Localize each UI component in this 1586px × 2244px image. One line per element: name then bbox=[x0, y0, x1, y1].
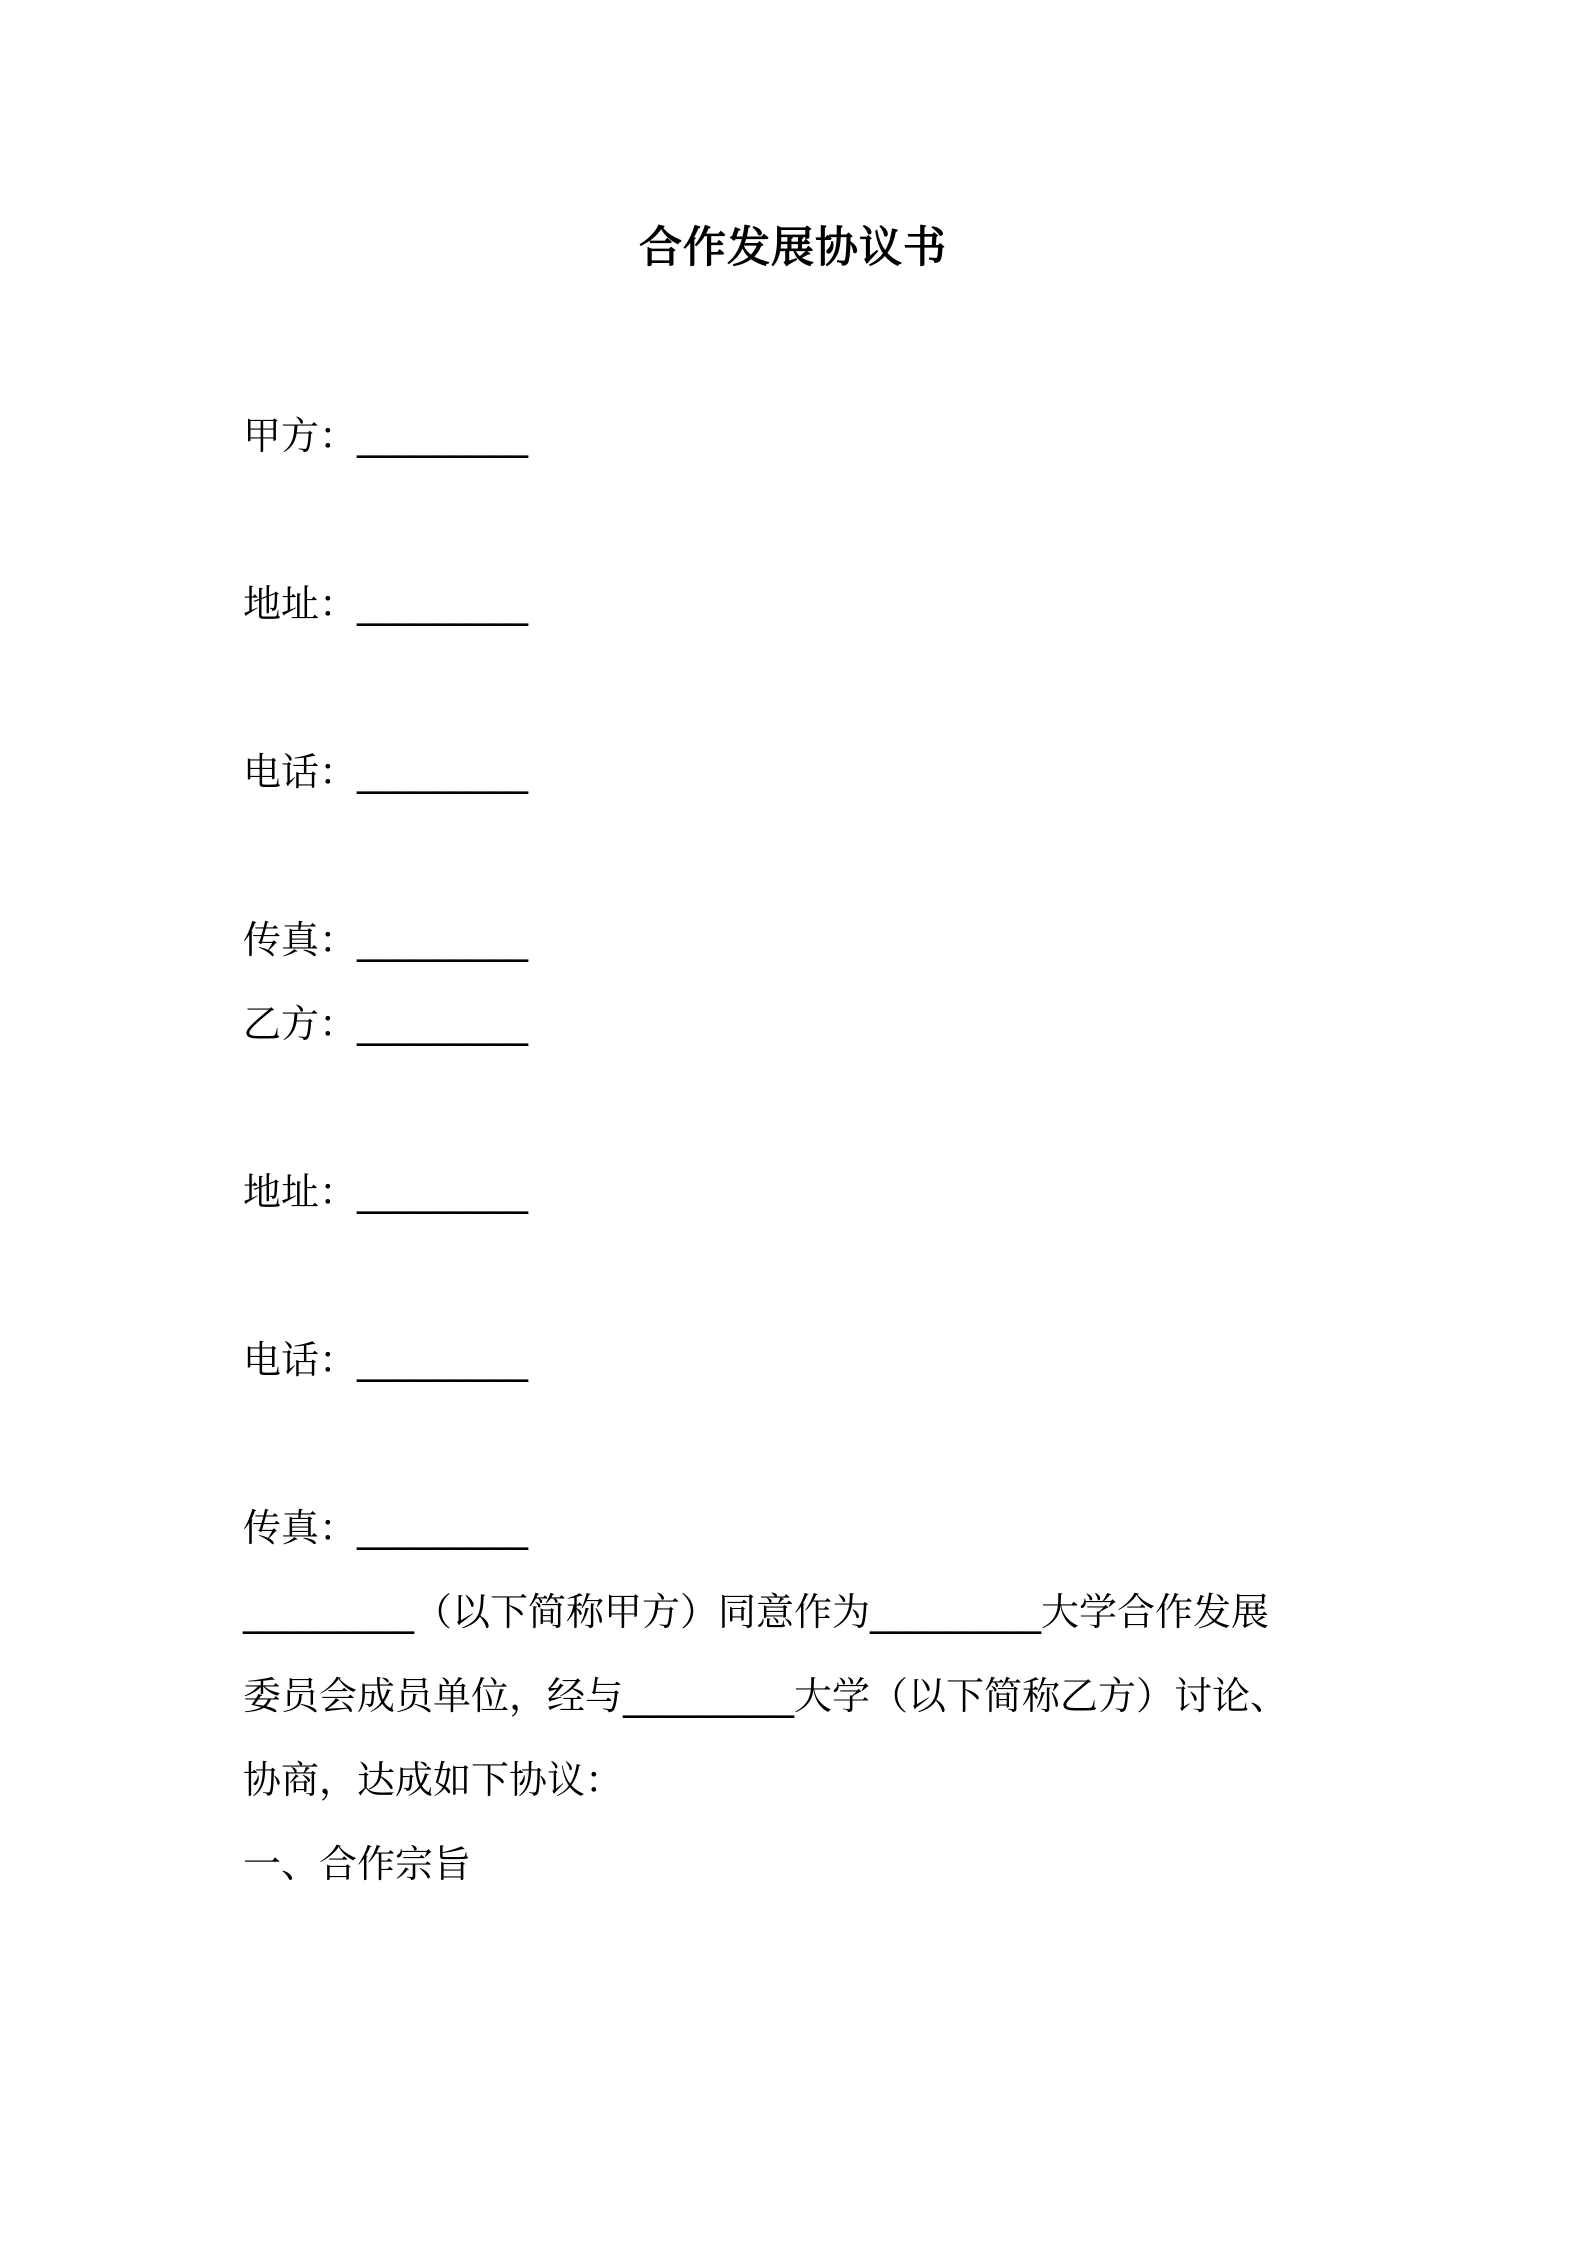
party-a-address-line: 地址：_________ bbox=[243, 582, 529, 626]
intro-paragraph-line-2: 委员会成员单位，经与_________大学（以下简称乙方）讨论、 bbox=[243, 1674, 1289, 1718]
intro-paragraph-line-3: 协商，达成如下协议： bbox=[243, 1758, 624, 1802]
party-b-fax-line: 传真：_________ bbox=[243, 1506, 529, 1550]
section-1-heading: 一、合作宗旨 bbox=[243, 1842, 472, 1886]
party-a-fax-line: 传真：_________ bbox=[243, 918, 529, 962]
party-b-phone-line: 电话：_________ bbox=[243, 1338, 529, 1382]
party-a-phone-line: 电话：_________ bbox=[243, 750, 529, 794]
party-b-name-line: 乙方：_________ bbox=[243, 1002, 529, 1046]
party-a-name-line: 甲方：_________ bbox=[243, 414, 529, 458]
intro-paragraph-line-1: _________（以下简称甲方）同意作为_________大学合作发展 bbox=[243, 1590, 1270, 1634]
party-b-address-line: 地址：_________ bbox=[243, 1170, 529, 1214]
document-title: 合作发展协议书 bbox=[639, 223, 947, 273]
